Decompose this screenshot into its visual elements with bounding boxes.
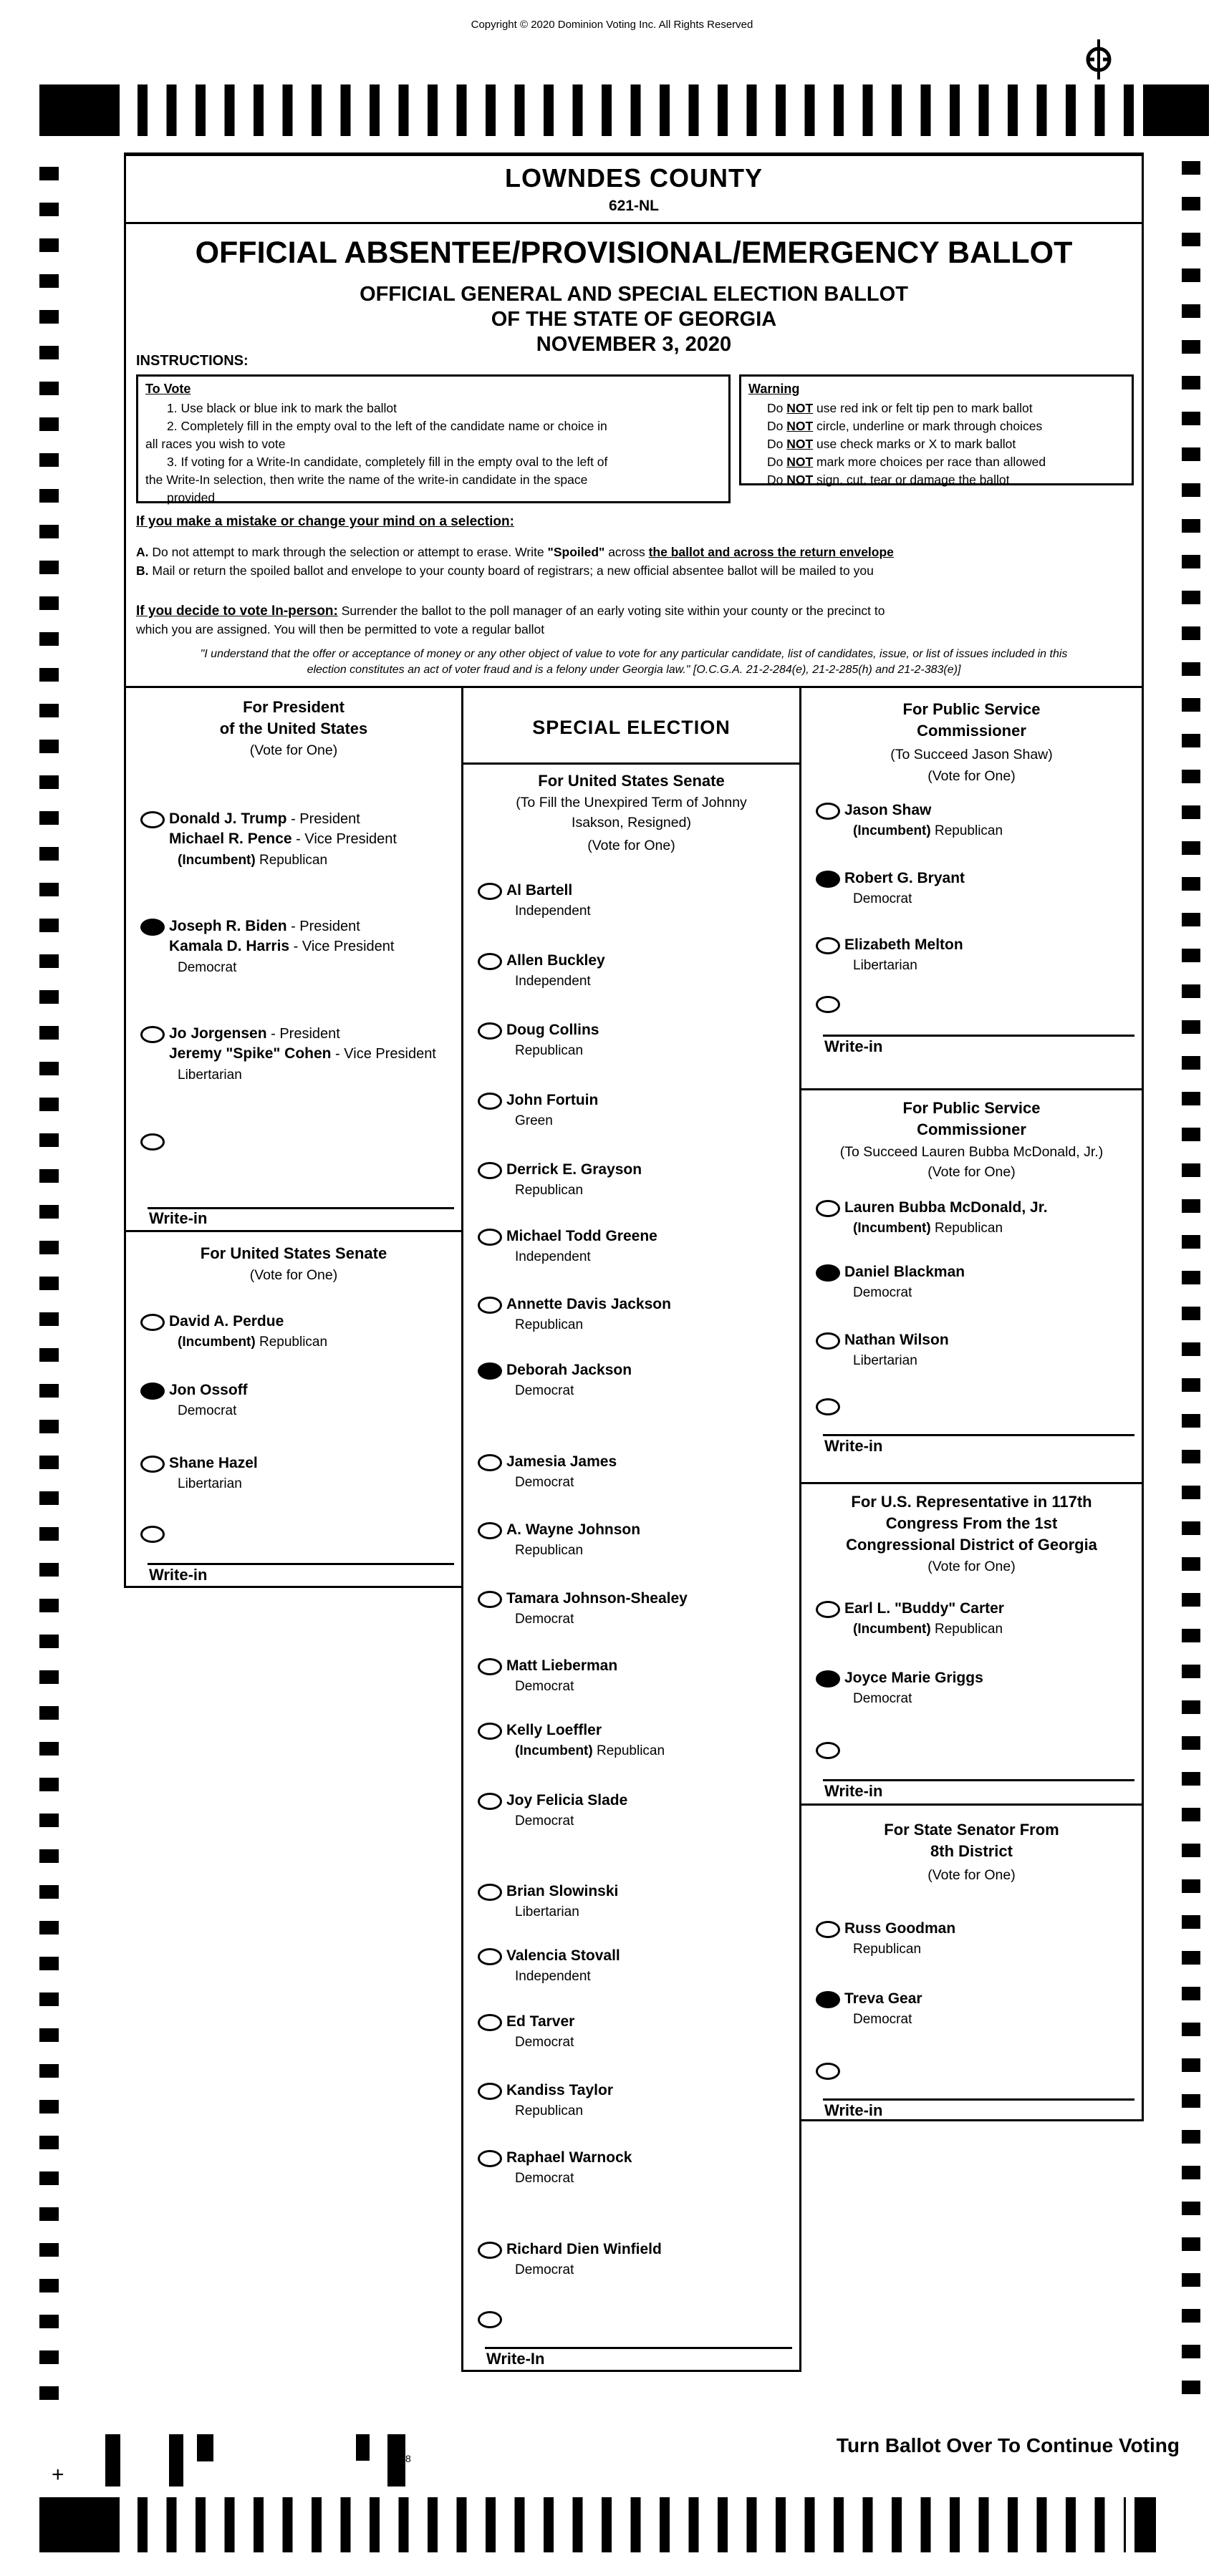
candidate-party: Democrat (515, 2035, 574, 2050)
warning-box (739, 374, 1134, 485)
contest-section-us_senate (126, 688, 461, 1586)
empty-oval[interactable] (478, 1522, 502, 1539)
contest-title: Commissioner (917, 1120, 1026, 1138)
timing-marks-right (1182, 161, 1200, 2400)
candidate-party: Republican (515, 2103, 584, 2119)
candidate-party: Democrat (853, 2012, 912, 2027)
candidate-party: Democrat (515, 1475, 574, 1490)
timing-bars (138, 2497, 1126, 2552)
candidate-text (169, 1380, 248, 1419)
fraud-disclaimer: election constitutes an act of voter fraud and is a felony under Georgia law." [O.C.G.A. 21-2-284(e), 21-2-285(h) and 21-2-383(e)] (307, 664, 961, 676)
contest-subtitle: (To Fill the Unexpired Term of Johnny (516, 795, 747, 810)
candidate-text (169, 1453, 258, 1492)
candidate-name: Matt Lieberman (506, 1657, 618, 1674)
warning-line: Do NOT use check marks or X to mark ballot (767, 437, 1016, 451)
instruction-line: 2. Completely fill in the empty oval to the left of the candidate name or choice in (167, 419, 607, 433)
candidate-name: Elizabeth Melton (844, 936, 963, 953)
candidate-row (463, 1296, 799, 1332)
county-name: LOWNDES COUNTY (505, 163, 763, 193)
candidate-text (506, 1294, 671, 1333)
candidate-text (506, 2240, 662, 2278)
contest-title: For United States Senate (200, 1244, 387, 1262)
write-in-line[interactable] (148, 1563, 454, 1565)
candidate-name: David A. Perdue (169, 1313, 284, 1330)
candidate-name: Annette Davis Jackson (506, 1296, 671, 1312)
filled-oval[interactable] (816, 1991, 840, 2008)
candidate-text (506, 2148, 632, 2187)
county-header-box (124, 152, 1144, 224)
candidate-name: Raphael Warnock (506, 2149, 632, 2166)
instructions-label: INSTRUCTIONS: (136, 353, 249, 369)
candidate-name: Jamesia James (506, 1453, 617, 1470)
candidate-text (169, 1312, 327, 1350)
vote-for-label: (Vote for One) (249, 1267, 338, 1283)
candidate-party: Libertarian (515, 1904, 579, 1919)
empty-oval[interactable] (478, 1162, 502, 1179)
warning-line: Do NOT circle, underline or mark through choices (767, 419, 1043, 433)
candidate-row (126, 1313, 461, 1350)
contest-section-us_senate_special (463, 688, 799, 2370)
copyright-text: Copyright © 2020 Dominion Voting Inc. All Rights Reserved (471, 19, 753, 31)
column-middle (461, 686, 801, 2372)
write-in-oval[interactable] (478, 2311, 502, 2328)
candidate-row (463, 1453, 799, 1490)
contest-title: Congress From the 1st (885, 1514, 1058, 1532)
candidate-name: Donald J. Trump - President (169, 810, 360, 827)
candidate-party: Democrat (853, 1691, 912, 1706)
candidate-name: Daniel Blackman (844, 1264, 965, 1280)
candidate-row (463, 1722, 799, 1758)
candidate-name: Lauren Bubba McDonald, Jr. (844, 1199, 1048, 1216)
candidate-name: Brian Slowinski (506, 1883, 619, 1899)
candidate-row (463, 882, 799, 919)
candidate-party: Republican (515, 1043, 584, 1058)
candidate-row (463, 1883, 799, 1919)
contest-subtitle: Isakson, Resigned) (572, 815, 691, 831)
candidate-name: Doug Collins (506, 1022, 599, 1038)
candidate-text (506, 2012, 574, 2050)
barcode-bar (387, 2434, 405, 2487)
candidate-party: Independent (515, 904, 591, 919)
barcode-bar (356, 2434, 370, 2461)
contest-title: For President (243, 698, 344, 716)
candidate-party: Libertarian (178, 1067, 242, 1083)
to-vote-title: To Vote (145, 382, 191, 396)
candidate-party: Democrat (515, 1612, 574, 1627)
candidate-name: Ed Tarver (506, 2013, 575, 2030)
timing-bars (138, 84, 1139, 136)
write-in-label: Write-In (486, 2350, 545, 2368)
candidate-name: Al Bartell (506, 882, 573, 899)
vote-for-label: (Vote for One) (927, 1867, 1016, 1883)
instruction-line: 1. Use black or blue ink to mark the ballot (167, 401, 397, 415)
timing-block-left (39, 2497, 120, 2552)
candidate-name: Jason Shaw (844, 802, 932, 818)
candidate-name: Tamara Johnson-Shealey (506, 1590, 688, 1607)
plus-mark: + (52, 2463, 64, 2487)
candidate-name-2: Kamala D. Harris - Vice President (169, 938, 395, 954)
candidate-name: Richard Dien Winfield (506, 2241, 662, 2257)
empty-oval[interactable] (478, 1297, 502, 1314)
mistake-heading: If you make a mistake or change your mind on a selection: (136, 514, 514, 529)
candidate-party: Republican (515, 1317, 584, 1332)
candidate-name: Shane Hazel (169, 1455, 258, 1471)
candidate-name: Jon Ossoff (169, 1382, 248, 1398)
write-in-row (801, 2063, 1142, 2084)
barcode-bar (105, 2434, 120, 2487)
candidate-text (506, 1452, 617, 1491)
contest-section-state_senate_8 (801, 688, 1142, 2119)
candidate-text (506, 1946, 620, 1985)
warning-line: Do NOT use red ink or felt tip pen to mark ballot (767, 401, 1033, 415)
candidate-party: (Incumbent) Republican (515, 1743, 665, 1758)
ballot-subtitle: OF THE STATE OF GEORGIA (491, 308, 777, 331)
timing-marks-left (39, 167, 59, 2400)
candidate-party: Democrat (515, 2171, 574, 2186)
vote-for-label: (Vote for One) (927, 1559, 1016, 1574)
column-right (799, 686, 1144, 2121)
candidate-row (463, 2013, 799, 2050)
candidate-row (463, 952, 799, 989)
candidate-name: Treva Gear (844, 1990, 922, 2007)
ballot-title: OFFICIAL ABSENTEE/PROVISIONAL/EMERGENCY BALLOT (195, 236, 1073, 270)
contest-title: Commissioner (917, 722, 1026, 740)
ballot-title-box (124, 224, 1144, 686)
candidate-name-2: Jeremy "Spike" Cohen - Vice President (169, 1045, 436, 1062)
candidate-party: Democrat (515, 2262, 574, 2277)
empty-oval[interactable] (816, 1921, 840, 1938)
empty-oval[interactable] (478, 1591, 502, 1608)
warning-line: Do NOT mark more choices per race than allowed (767, 455, 1046, 469)
candidate-row (126, 1382, 461, 1418)
candidate-row (126, 1455, 461, 1491)
candidate-text (506, 1020, 599, 1059)
candidate-party: Democrat (515, 1679, 574, 1694)
candidate-name: Nathan Wilson (844, 1332, 949, 1348)
contest-title: 8th District (930, 1842, 1013, 1860)
write-in-label: Write-in (149, 1209, 208, 1227)
candidate-party: (Incumbent) Republican (178, 853, 328, 868)
empty-oval[interactable] (478, 1884, 502, 1901)
warning-title: Warning (748, 382, 800, 396)
contest-title: of the United States (219, 720, 368, 737)
candidate-text (844, 1989, 922, 2028)
candidate-name: Deborah Jackson (506, 1362, 632, 1378)
write-in-oval[interactable] (816, 2063, 840, 2080)
empty-oval[interactable] (478, 883, 502, 900)
candidate-text (506, 1791, 627, 1829)
candidate-row (463, 2082, 799, 2119)
ballot-style-code: 621-NL (608, 198, 660, 214)
candidate-party: Independent (515, 1969, 591, 1984)
timing-block-right (1143, 84, 1209, 136)
empty-oval[interactable] (478, 953, 502, 970)
special-election-banner: SPECIAL ELECTION (532, 717, 731, 738)
ballot-subtitle: NOVEMBER 3, 2020 (536, 333, 732, 356)
empty-oval[interactable] (478, 2083, 502, 2100)
candidate-row (463, 2149, 799, 2186)
candidate-text (506, 1090, 598, 1129)
candidate-name: Allen Buckley (506, 952, 605, 969)
candidate-name: Jo Jorgensen - President (169, 1025, 340, 1042)
candidate-name: Kelly Loeffler (506, 1722, 602, 1738)
candidate-party: Libertarian (853, 958, 917, 973)
contest-title: For U.S. Representative in 117th (851, 1493, 1092, 1511)
candidate-party: (Incumbent) Republican (178, 1335, 328, 1350)
candidate-text (844, 1919, 955, 1957)
candidate-name: Russ Goodman (844, 1920, 956, 1937)
candidate-row (463, 1947, 799, 1984)
in-person-line-2: which you are assigned. You will then be permitted to vote a regular ballot (136, 622, 545, 636)
contest-title: For Public Service (902, 1099, 1041, 1117)
candidate-party: Democrat (515, 1814, 574, 1829)
empty-oval[interactable] (478, 1022, 502, 1040)
filled-oval[interactable] (478, 1362, 502, 1380)
candidate-text (506, 2081, 613, 2119)
candidate-name: A. Wayne Johnson (506, 1521, 641, 1538)
candidate-party: Libertarian (853, 1353, 917, 1368)
candidate-name: Kandiss Taylor (506, 2082, 613, 2098)
timing-strip-top (39, 84, 1209, 136)
instruction-line: all races you wish to vote (145, 437, 286, 451)
candidate-text (506, 1720, 665, 1759)
empty-oval[interactable] (478, 1229, 502, 1246)
candidate-party: (Incumbent) Republican (853, 823, 1003, 838)
candidate-row (463, 1590, 799, 1627)
in-person-line-1: If you decide to vote In-person: Surrender the ballot to the poll manager of an early voting site within your county or the precinct to (136, 604, 885, 619)
fraud-disclaimer: "I understand that the offer or acceptance of money or any other object of value to vote for any particular candidate, list of candidates, issue, or list of issues included in this (200, 648, 1068, 660)
empty-oval[interactable] (478, 1454, 502, 1471)
empty-oval[interactable] (478, 1093, 502, 1110)
timing-block-right (1134, 2497, 1156, 2552)
candidate-party: Republican (853, 1942, 922, 1957)
candidate-party: (Incumbent) Republican (853, 1622, 1003, 1637)
vote-for-label: (Vote for One) (587, 838, 675, 853)
candidate-party: Democrat (853, 1285, 912, 1300)
column-left (124, 686, 463, 1588)
vote-for-label: (Vote for One) (927, 768, 1016, 784)
write-in-line[interactable] (485, 2347, 792, 2349)
write-in-label: Write-in (824, 1437, 883, 1455)
filled-oval[interactable] (140, 1383, 165, 1400)
candidate-text (506, 1589, 688, 1627)
candidate-party: (Incumbent) Republican (853, 1221, 1003, 1236)
candidate-party: Independent (515, 1249, 591, 1264)
empty-oval[interactable] (478, 1658, 502, 1675)
write-in-label: Write-in (824, 1037, 883, 1055)
barcode-bar (197, 2434, 213, 2461)
candidate-party: Democrat (853, 891, 912, 906)
write-in-label: Write-in (149, 1566, 208, 1584)
empty-oval[interactable] (140, 1314, 165, 1331)
mistake-line-b: B. Mail or return the spoiled ballot and envelope to your county board of registrars; a new official absentee ballot will be mailed to you (136, 563, 874, 578)
candidate-party: Green (515, 1113, 553, 1128)
timing-block-left (39, 84, 120, 136)
contest-title: For Public Service (902, 700, 1041, 718)
candidate-row (463, 1228, 799, 1264)
write-in-row (463, 2311, 799, 2333)
empty-oval[interactable] (478, 2014, 502, 2031)
empty-oval[interactable] (478, 1948, 502, 1965)
barcode-bar (169, 2434, 183, 2487)
candidate-party: Libertarian (178, 1476, 242, 1491)
candidate-name-2: Michael R. Pence - Vice President (169, 831, 397, 847)
candidate-row (463, 1792, 799, 1829)
candidate-row (463, 2241, 799, 2277)
candidate-party: Independent (515, 974, 591, 989)
write-in-label: Write-in (824, 1782, 883, 1800)
empty-oval[interactable] (478, 1793, 502, 1810)
warning-line: Do NOT sign, cut, tear or damage the ballot (767, 473, 1010, 487)
vote-for-label: (Vote for One) (927, 1164, 1016, 1180)
write-in-label: Write-in (824, 2101, 883, 2119)
empty-oval[interactable] (140, 1456, 165, 1473)
candidate-name: Joy Felicia Slade (506, 1792, 628, 1808)
candidate-name: Joyce Marie Griggs (844, 1670, 983, 1686)
write-in-line[interactable] (823, 2098, 1134, 2101)
timing-strip-bottom (39, 2497, 1156, 2552)
tiny-mark-8: 8 (405, 2453, 411, 2464)
candidate-name: Earl L. "Buddy" Carter (844, 1600, 1004, 1617)
candidate-text (506, 1656, 617, 1695)
contest-title: For State Senator From (884, 1821, 1059, 1839)
contest-subtitle: (To Succeed Lauren Bubba McDonald, Jr.) (839, 1144, 1104, 1160)
candidate-name: John Fortuin (506, 1092, 599, 1108)
write-in-oval[interactable] (140, 1526, 165, 1543)
candidate-text (506, 1520, 640, 1559)
candidate-name: Derrick E. Grayson (506, 1161, 642, 1178)
candidate-row (801, 1920, 1142, 1957)
empty-oval[interactable] (478, 1723, 502, 1740)
candidate-row (463, 1022, 799, 1058)
candidate-party: Democrat (515, 1383, 574, 1398)
candidate-party: Democrat (178, 1403, 237, 1418)
candidate-text (506, 1882, 618, 1920)
write-in-row (126, 1526, 461, 1547)
to-vote-box (136, 374, 731, 503)
mistake-line-a: A. Do not attempt to mark through the selection or attempt to erase. Write "Spoiled" across the ballot and across the return envelope (136, 545, 894, 559)
candidate-text (506, 1360, 632, 1399)
candidate-text (506, 881, 591, 919)
candidate-name: Joseph R. Biden - President (169, 918, 360, 934)
instruction-line: 3. If voting for a Write-In candidate, completely fill in the empty oval to the left of (167, 455, 608, 469)
candidate-row (463, 1521, 799, 1558)
candidate-row (463, 1092, 799, 1128)
candidate-name: Robert G. Bryant (844, 870, 965, 886)
candidate-name: Valencia Stovall (506, 1947, 620, 1964)
vote-for-label: (Vote for One) (249, 742, 338, 758)
contest-title: For United States Senate (538, 772, 725, 790)
candidate-party: Democrat (178, 960, 237, 975)
contest-subtitle: (To Succeed Jason Shaw) (890, 747, 1053, 762)
instruction-line: the Write-In selection, then write the name of the write-in candidate in the space (145, 473, 588, 487)
empty-oval[interactable] (478, 2150, 502, 2167)
candidate-text (506, 951, 605, 989)
candidate-party: Republican (515, 1543, 584, 1558)
registration-mark (1077, 38, 1120, 81)
candidate-row (463, 1161, 799, 1198)
turn-ballot-over-text: Turn Ballot Over To Continue Voting (836, 2434, 1180, 2456)
contest-title: Congressional District of Georgia (846, 1536, 1097, 1554)
candidate-row (463, 1657, 799, 1694)
instruction-line: provided (167, 490, 216, 505)
candidate-text (506, 1160, 642, 1199)
empty-oval[interactable] (478, 2242, 502, 2259)
ballot-subtitle: OFFICIAL GENERAL AND SPECIAL ELECTION BALLOT (360, 283, 908, 306)
candidate-row (801, 1990, 1142, 2027)
candidate-name: Michael Todd Greene (506, 1228, 657, 1244)
candidate-text (506, 1226, 657, 1265)
candidate-party: Republican (515, 1183, 584, 1198)
candidate-row (463, 1362, 799, 1398)
